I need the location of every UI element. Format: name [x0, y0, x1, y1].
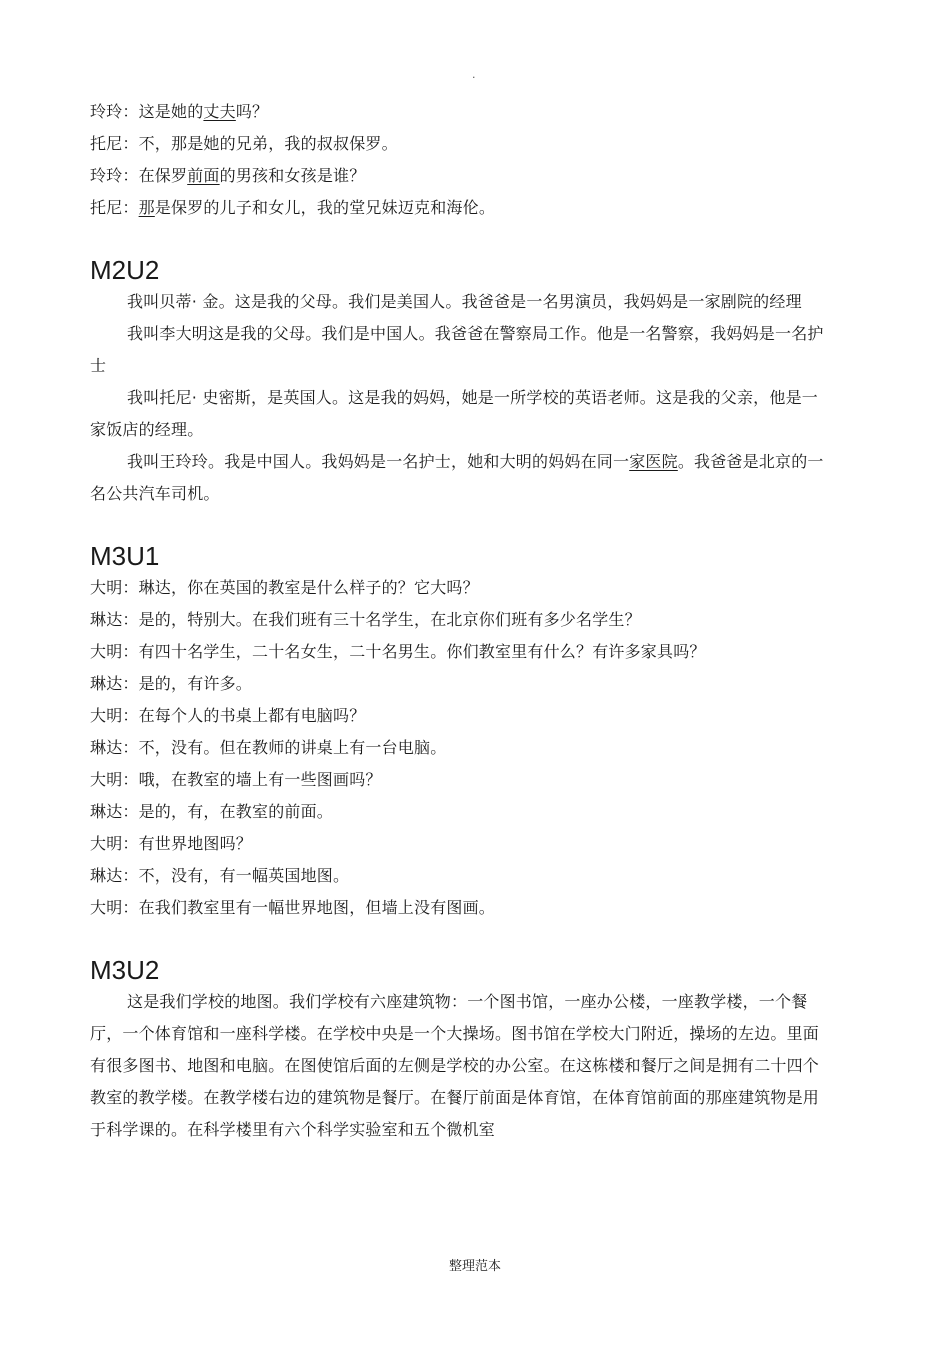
dialogue-line — [90, 764, 825, 796]
line-text: 是保罗的儿子和女儿，我的堂兄妹迈克和海伦。 — [154, 198, 496, 217]
speaker-label: 琳达： — [90, 738, 139, 757]
header-mark: · — [472, 71, 476, 84]
underlined-word: 前面 — [187, 166, 220, 185]
line-text: 是的，特别大。在我们班有三十名学生，在北京你们班有多少名学生？ — [138, 610, 641, 629]
underlined-word: 家医院 — [629, 452, 678, 471]
paragraph: 这是我们学校的地图。我们学校有六座建筑物：一个图书馆，一座办公楼，一座教学楼，一个餐厅，一个体育馆和一座科学楼。在学校中央是一个大操场。图书馆在学校大门附近，操场的左边。里面有很多图书、地图和电脑。在图使馆后面的左侧是学校的办公室。在这栋楼和餐厅之间是拥有二十四个教室的教学楼。在教学楼右边的建筑物是餐厅。在餐厅前面是体育馆，在体育馆前面的那座建筑物是用于科学课的。在科学楼里有六个科学实验室和五个微机室 — [90, 992, 820, 1139]
dialogue-line — [90, 96, 825, 128]
dialogue-m2u1-tail — [90, 96, 825, 224]
speaker-label: 托尼： — [90, 134, 139, 153]
speaker-label: 琳达： — [90, 674, 139, 693]
paragraph-text: 我叫王玲玲。我是中国人。我妈妈是一名护士，她和大明的妈妈在同一 — [127, 452, 630, 471]
dialogue-line — [90, 636, 825, 668]
section-m3u1 — [90, 540, 825, 924]
line-text: 有世界地图吗？ — [138, 834, 253, 853]
line-text: 不，没有。但在教师的讲桌上有一台电脑。 — [138, 738, 447, 757]
line-text: 琳达，你在英国的教室是什么样子的？它大吗？ — [138, 578, 479, 597]
dialogue-line — [90, 796, 825, 828]
line-text: 有四十名学生，二十名女生，二十名男生。你们教室里有什么？有许多家具吗？ — [138, 642, 706, 661]
dialogue-line — [90, 604, 825, 636]
speaker-label: 大明： — [90, 834, 139, 853]
paragraph: 我叫贝蒂· 金。这是我的父母。我们是美国人。我爸爸是一名男演员，我妈妈是一家剧院的经理 — [127, 292, 802, 311]
speaker-label: 玲玲： — [90, 102, 139, 121]
line-text: 的男孩和女孩是谁？ — [219, 166, 366, 185]
paragraph: 我叫李大明这是我的父母。我们是中国人。我爸爸在警察局工作。他是一名警察，我妈妈是一名护士 — [90, 324, 824, 375]
underlined-word: 丈夫 — [203, 102, 236, 121]
speaker-label: 托尼： — [90, 198, 139, 217]
line-text: 哦，在教室的墙上有一些图画吗？ — [138, 770, 382, 789]
dialogue-line — [90, 828, 825, 860]
paragraph — [90, 446, 825, 510]
speaker-label: 琳达： — [90, 802, 139, 821]
speaker-label: 大明： — [90, 578, 139, 597]
dialogue-line — [90, 192, 825, 224]
section-m3u2 — [90, 954, 825, 1146]
section-heading: M2U2 — [90, 255, 160, 285]
speaker-label: 大明： — [90, 770, 139, 789]
document-body — [90, 96, 825, 1146]
section-heading: M3U1 — [90, 541, 160, 571]
dialogue-line — [90, 128, 825, 160]
line-text: 吗？ — [235, 102, 269, 121]
line-text: 在保罗 — [138, 166, 188, 185]
section-heading: M3U2 — [90, 955, 160, 985]
line-text: 在每个人的书桌上都有电脑吗？ — [138, 706, 366, 725]
speaker-label: 琳达： — [90, 866, 139, 885]
speaker-label: 大明： — [90, 706, 139, 725]
line-text: 不，那是她的兄弟，我的叔叔保罗。 — [138, 134, 398, 153]
dialogue-line — [90, 668, 825, 700]
speaker-label: 玲玲： — [90, 166, 139, 185]
dialogue-line — [90, 160, 825, 192]
line-text: 不，没有，有一幅英国地图。 — [138, 866, 350, 885]
dialogue-line — [90, 892, 825, 924]
line-text: 这是她的 — [138, 102, 204, 121]
paragraph: 我叫托尼· 史密斯，是英国人。这是我的妈妈，她是一所学校的英语老师。这是我的父亲，他是一家饭店的经理。 — [90, 388, 818, 439]
dialogue-line — [90, 572, 825, 604]
speaker-label: 大明： — [90, 642, 139, 661]
speaker-label: 琳达： — [90, 610, 139, 629]
line-text: 是的，有许多。 — [138, 674, 253, 693]
page-footer: 整理范本 — [448, 1259, 501, 1274]
line-text: 在我们教室里有一幅世界地图，但墙上没有图画。 — [138, 898, 496, 917]
underlined-word: 那 — [138, 198, 155, 217]
dialogue-line — [90, 860, 825, 892]
paragraph-text: 。我爸爸是北京的一名公共汽车司机。 — [90, 452, 824, 503]
line-text: 是的，有，在教室的前面。 — [138, 802, 334, 821]
dialogue-line — [90, 732, 825, 764]
dialogue-line — [90, 700, 825, 732]
section-m2u2 — [90, 254, 825, 510]
speaker-label: 大明： — [90, 898, 139, 917]
